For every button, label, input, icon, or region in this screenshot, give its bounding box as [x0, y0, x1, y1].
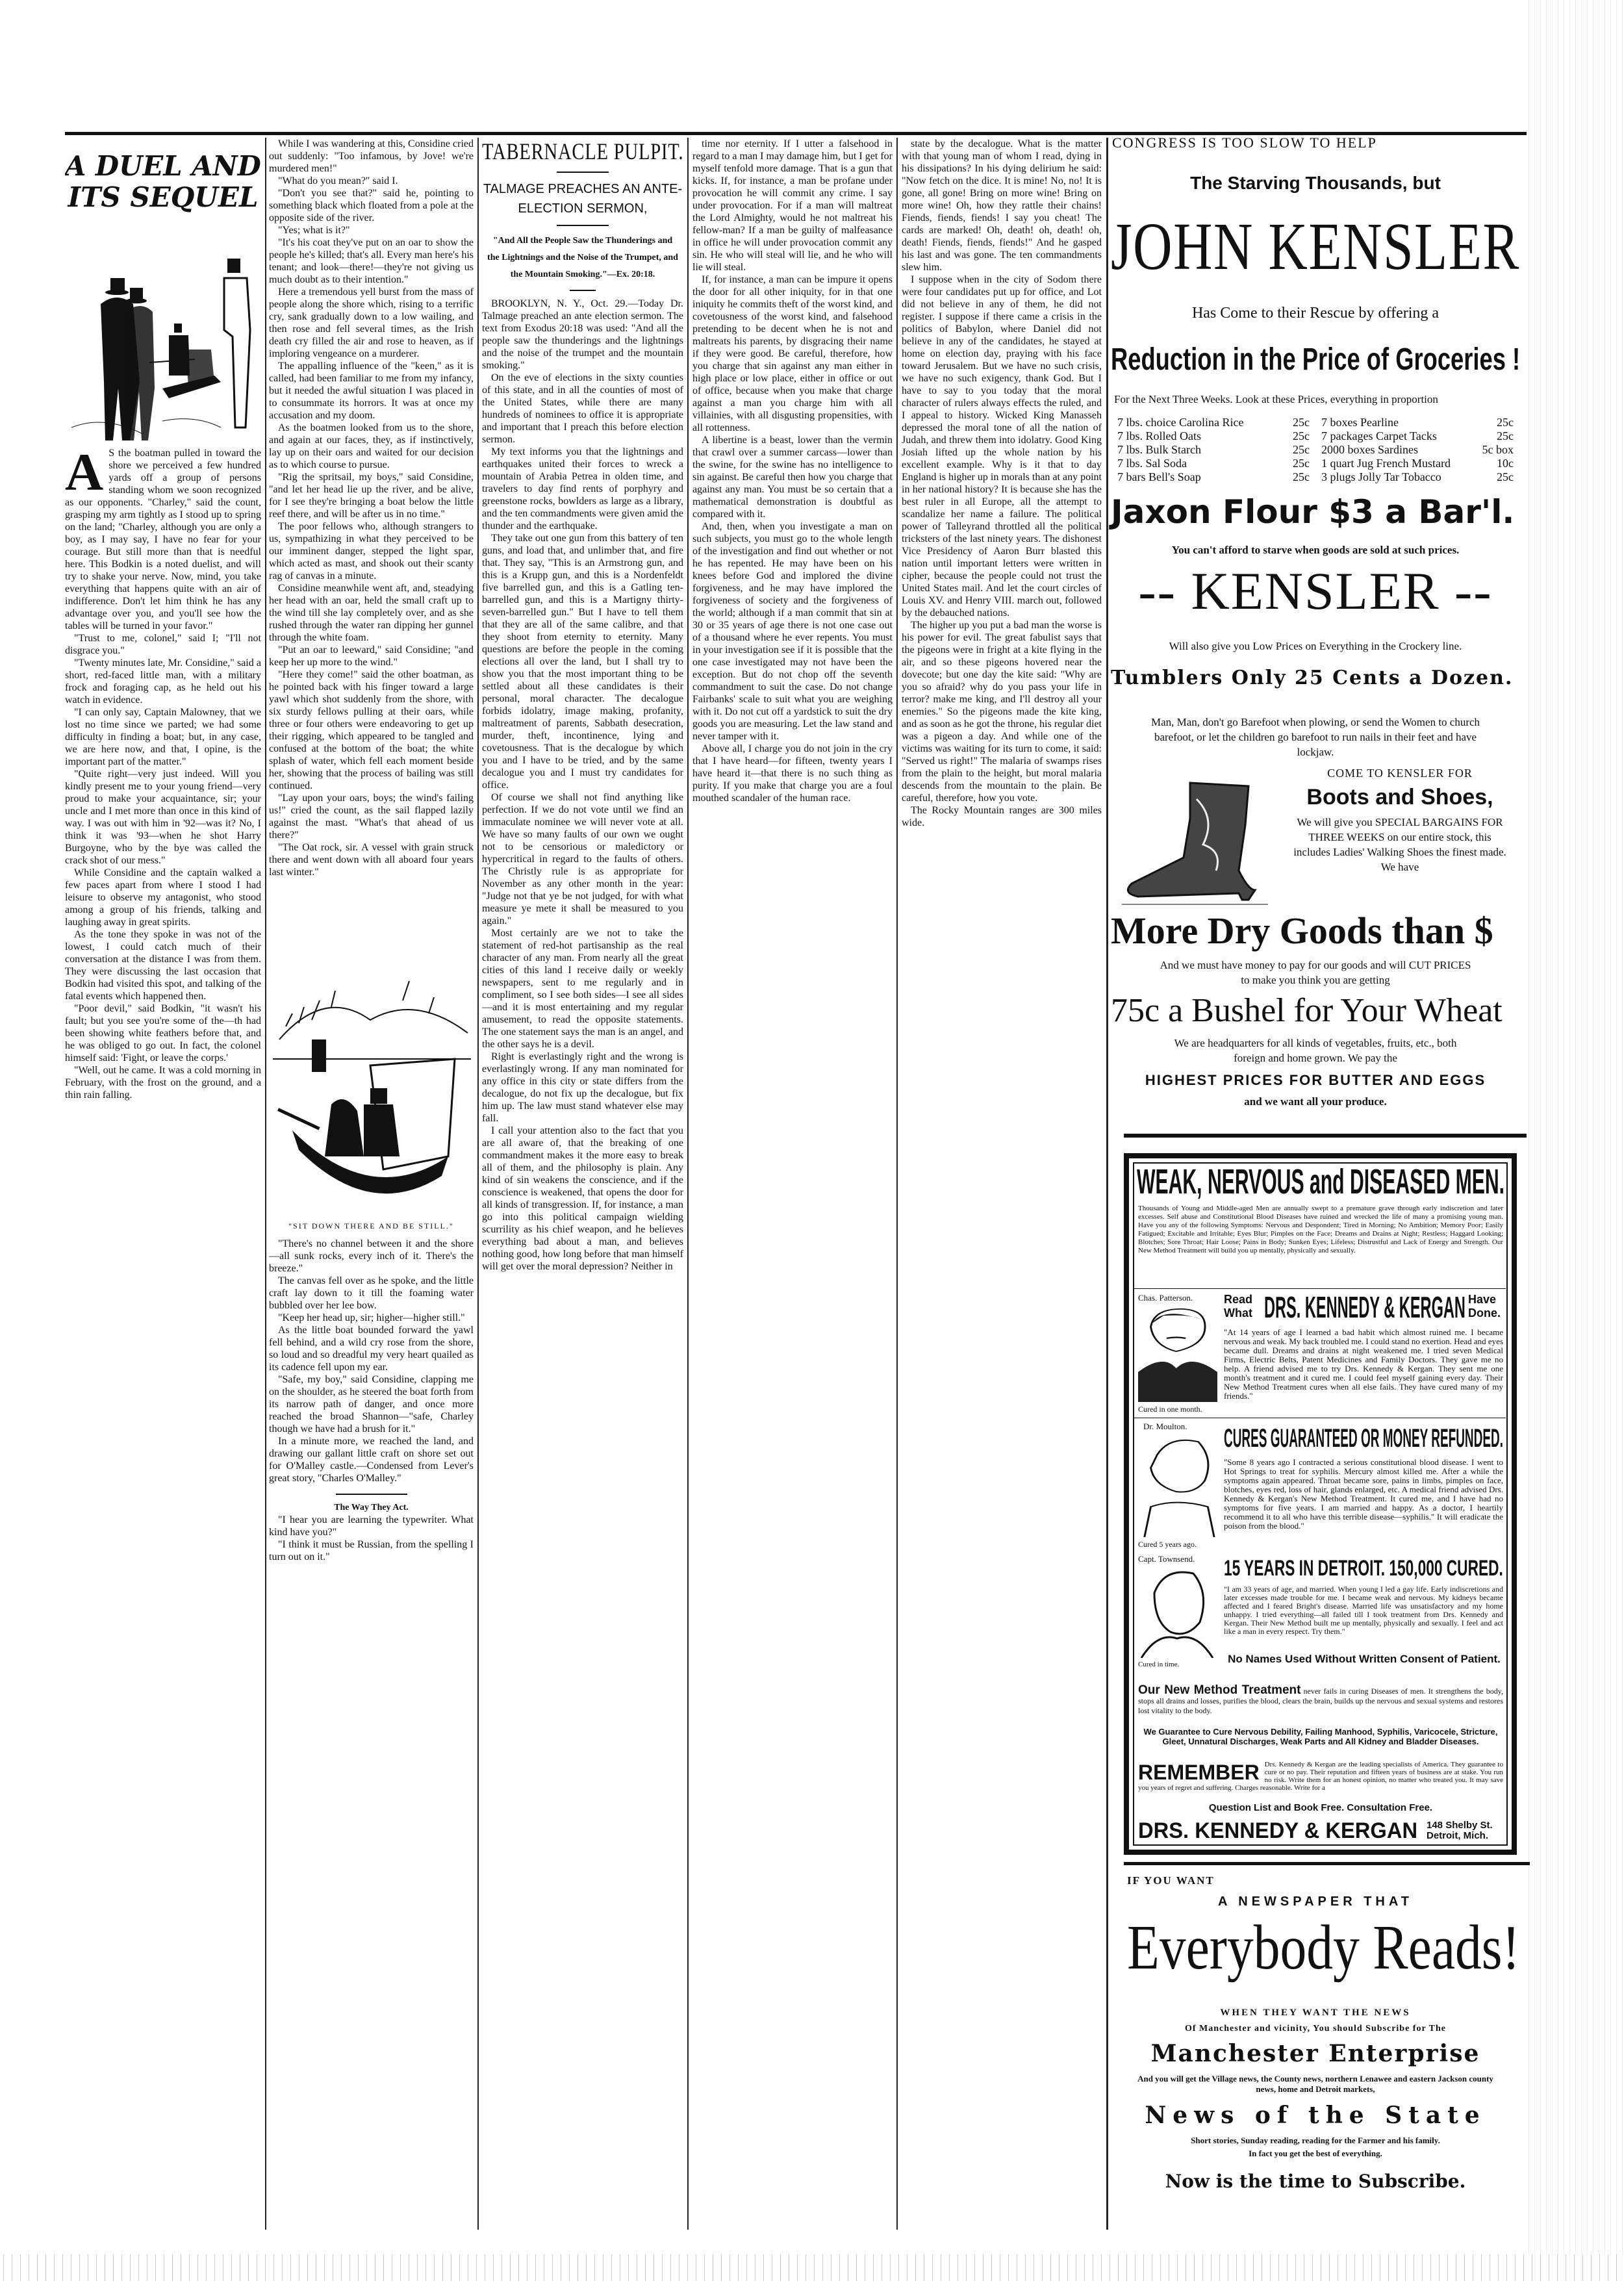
sermon-column-1	[482, 138, 683, 2230]
ad-line: And we must have money to pay for our goods and will CUT PRICES to make you think you are getting	[1160, 959, 1471, 986]
column-divider	[687, 138, 689, 2230]
boot-illustration	[1119, 780, 1275, 910]
ad-line: IF YOU WANT	[1127, 1874, 1215, 1887]
testimonial-name: Dr. Moulton.	[1143, 1421, 1187, 1431]
filler-title: The Way They Act.	[334, 1503, 409, 1512]
price-row	[1321, 457, 1514, 470]
price-value: 25c	[1293, 416, 1310, 429]
story-paragraph: As the little boat bounded forward the yawl fell behind, and a wild cry rose from the shore, so loud and so dreadful my very heart quailed as its cadence fell upon my ear.	[269, 1325, 474, 1373]
ad-divider	[1124, 1134, 1527, 1138]
illustration-caption: "SIT DOWN THERE AND BE STILL."	[288, 1221, 454, 1230]
dash-decoration: --	[1138, 561, 1191, 620]
story-paragraph: As the tone they spoke in was not of the lowest, I could catch much of their conversation at the distance I was from them. They were discussing the last occasion that Bodkin had visited this spot, and talking of the fatal events which happened then.	[65, 929, 261, 1002]
sermon-paragraph: The higher up you put a bad man the worse is his power for evil. The great fabulist says that the pigeons were in fright at a kite flying in the air, and so these pigeons hovered near the dovecote; but one day the kite said: "Why are you so afraid? why do you pass your life in terror? make me king, and I'll destroy all your enemies." So the pigeons made the kite king, and as soon as he got the throne, his regular diet was a pigeon a day. And while one of the victims was waiting for its turn to come, it said: "Served us right!" The malaria of swamps rises from the plain to the height, but moral malaria descends from the mountain to the plain. Be careful, therefore, how you vote.	[902, 620, 1102, 804]
ad-line: A NEWSPAPER THAT	[1217, 1894, 1414, 1909]
price-item: 7 lbs. Sal Soda	[1117, 457, 1187, 470]
guarantee-list: We Guarantee to Cure Nervous Debility, Failing Manhood, Syphilis, Varicocele, Stricture, Gleet, Unnatural Discharges, Weak Parts and All Kidney and Bladder Diseases.	[1143, 1727, 1498, 1746]
sermon-paragraph: Above all, I charge you do not join in the cry that I have heard—for fifteen, twenty years I have heard it—that there is no such thing as purity. If you make that charge you are a foul mouthed scandaler of the human race.	[692, 743, 893, 804]
story-paragraph: "I can only say, Captain Malowney, that we lost no time since we parted; we had some difficulty in finding a boat; but, in any case, we are here now, and that, I opine, is the important part of the matter."	[65, 707, 261, 767]
price-value: 25c	[1497, 429, 1514, 442]
drs-headline: DRS. KENNEDY & KERGAN	[1264, 1290, 1465, 1324]
price-item: 1 quart Jug French Mustard	[1321, 457, 1451, 470]
price-item: 7 bars Bell's Soap	[1117, 470, 1201, 483]
sermon-paragraph: I suppose when in the city of Sodom there were four candidates put up for office, and Lot did not believe in any of them, he did not register. I suppose if there came a crisis in the politics of Babylon, where Daniel did not believe in any of the candidates, he stayed at home on election day, praying with his face toward Jerusalem. But we have no such crisis, we have no such exigency, thank God. But I have to say to you today that the moral character of rulers always effects the ruled, and I appeal to history. Wicked King Manasseh depressed the moral tone of all the nation of Judah, and threw them into idolatry. Good King Josiah lifted up the whole nation by his excellent example. Why is it that to day England is higher up in morals than at any point in her national history? It is because she has the best ruler in all Europe, all the attempt to scandalize her name a failure. The political power of Talleyrand throttled all the political tricksters of the last ninety years. The dishonest Vice Presidency of Aaron Burr blasted this nation until important letters were written in cipher, because the people could not trust the United States mail. And let the court circles of Louis XV. and Henry VIII. march out, followed by the debauched nations.	[902, 274, 1102, 618]
subscribe-callout: Now is the time to Subscribe.	[1165, 2171, 1466, 2192]
kensler-wordmark	[1111, 563, 1520, 620]
everybody-reads-headline: Everybody Reads!	[1127, 1913, 1520, 1983]
price-row	[1117, 429, 1310, 443]
column-divider	[477, 138, 479, 2230]
sermon-paragraph: They take out one gun from this battery of ten guns, and load that, and unlimber that, and fire that. They say, "This is an Armstrong gun, and this is a Krupp gun, and this is a Nordenfeldt five barrelled gun, and this is a Gatling ten-barrelled gun, and this is a Martigny thirty-seven-barrelled gun." But I have to tell them that they are all of the same calibre, and that they shoot from eternity to eternity. Many questions are before the people in the coming elections all over the land, but I shall try to show you that the most important thing to be settled about all these candidates is their personal, moral character. The decalogue forbids idolatry, image making, profanity, maltreatment of parents, Sabbath desecration, murder, theft, incontinence, lying and covetousness. That is the decalogue by which you and I have to be tried, and by the same decalogue you and I must try candidates for office.	[482, 533, 683, 791]
testimonial-text: "Some 8 years ago I contracted a serious constitutional blood disease. I went to Hot Springs to treat for syphilis. Mercury almost killed me. After a while the symptoms again appeared. Throat became sore, pains in limbs, pimples on face, blotches, eyes red, loss of hair, glands enlarged, etc. A medical friend advised Drs. Kennedy & Kergan's New Method Treatment. It cured me, and I have had no symptoms for five years. I am married and happy. As a doctor, I heartily recommend it to all who have this terrible disease—syphilis." It will eradicate the poison from the blood."	[1224, 1457, 1503, 1531]
story-paragraph: "What do you mean?" said I.	[278, 175, 398, 186]
cured-note: Cured in time.	[1138, 1661, 1180, 1668]
ad-line: In fact you get the best of everything.	[1249, 2148, 1382, 2158]
story-paragraph: "Keep her head up, sir; higher—higher still."	[278, 1312, 465, 1323]
story-paragraph-list	[65, 442, 261, 1101]
sermon-paragraph: Right is everlastingly right and the wrong is everlastingly wrong. If any man nominated for any office in this city or state differs from the decalogue, do not fix up the decalogue, but fix him up. The law must stand whatever else may fall.	[482, 1051, 683, 1124]
method-headline: Our New Method Treatment	[1138, 1683, 1301, 1697]
column-divider	[896, 138, 898, 2230]
ad-headline: Reduction in the Price of Groceries !	[1111, 342, 1521, 377]
price-row	[1321, 429, 1514, 443]
price-value: 25c	[1293, 443, 1310, 456]
flour-headline: Jaxon Flour $3 a Bar'l.	[1111, 493, 1515, 531]
story-column-1	[65, 138, 261, 2230]
sermon-paragraph: My text informs you that the lightnings and earthquakes united their forces to wreck a mountain of Arabia Petrea in olden time, and travelers to day find rents of porphyry and greenstone rocks, bowlders as large as a library, and the ten commandments were given amid the thunder and the earthquake.	[482, 446, 683, 531]
headline-line: ITS SEQUEL	[68, 181, 259, 213]
method-block	[1138, 1685, 1503, 1716]
story-paragraph-list	[269, 1238, 474, 1485]
sermon-subtitle: TALMAGE PREACHES AN ANTE-ELECTION SERMON,	[483, 182, 683, 216]
story-column-2-bottom	[269, 1238, 474, 2082]
story-paragraph: S the boatman pulled in toward the shore we perceived a few hundred yards off a group of persons standing whom we soon recognized as our opponents. "Charley," said the count, grasping my arm tightly as I stood up to spring on the land; "Charley, although you are only a boy, as I may say, I have no fear for your courage. But still more than that is needful here. This Bodkin is a noted duelist, and will try to shake your nerve. Now, mind, you take everything that happens quite with an air of indifference. Don't let him think he has any advantage over you, and you'll see how the tables will be turned in your favor."	[65, 448, 261, 631]
section-divider	[336, 1494, 407, 1495]
sermon-paragraph-list	[482, 298, 683, 1273]
boat-illustration	[273, 962, 471, 1218]
column-divider	[265, 138, 266, 2230]
price-row	[1117, 457, 1310, 470]
portrait-townsend	[1138, 1567, 1216, 1658]
story-paragraph: "Twenty minutes late, Mr. Considine," said a short, red-faced little man, with a military frock and foraging cap, as he held out his watch in evidence.	[65, 657, 261, 706]
story-column-2-top	[269, 138, 474, 960]
question-list-line: Question List and Book Free. Consultation Free.	[1208, 1802, 1433, 1813]
ad-line: and we want all your produce.	[1244, 1095, 1387, 1108]
story-headline	[65, 151, 261, 213]
story-paragraph: "Put an oar to leeward," said Considine; "and keep her up more to the wind."	[269, 644, 474, 668]
story-paragraph: "Yes; what is it?"	[278, 225, 350, 236]
story-paragraph: "Lay upon your oars, boys; the wind's failing us!" cried the count, as the sail flapped lazily against the mast. "What's that ahead of us there?"	[269, 793, 474, 841]
divider	[1134, 1288, 1506, 1289]
ad-line: COME TO KENSLER FOR	[1327, 767, 1473, 780]
price-row	[1321, 470, 1514, 484]
story-paragraph: The poor fellows who, although strangers to us, sympathizing in what they perceived to be our imminent danger, stepped the light spar, which acted as mast, and shook out their scanty rag of canvas in a minute.	[269, 521, 474, 581]
sermon-paragraph-list	[692, 138, 893, 804]
guarantee-headline: CURES GUARANTEED OR MONEY REFUNDED.	[1224, 1424, 1503, 1453]
price-row	[1117, 470, 1310, 484]
method-text: never fails in curing Diseases of men. It strengthens the body, stops all drains and losses, purifies the blood, clears the brain, builds up the nervous and sexual systems and restores lost vitality to the body.	[1138, 1687, 1504, 1715]
ad-line: Short stories, Sunday reading, reading for the Farmer and his family.	[1191, 2135, 1440, 2145]
sermon-paragraph: BROOKLYN, N. Y., Oct. 29.—Today Dr. Talmage preached an ante election sermon. The text from Exodus 20:18 was used: "And all the people saw the thunderings and the lightnings and the noise of the trumpet and the mountain smoking."	[482, 298, 683, 371]
kensler-name: KENSLER	[1191, 561, 1440, 620]
ad-line: The Starving Thousands, but	[1190, 173, 1441, 193]
wheat-headline: 75c a Bushel for Your Wheat	[1111, 992, 1503, 1029]
story-paragraph: "Poor devil," said Bodkin, "it wasn't his fault; but you see you're some of the—th had been showing white feathers before that, and he was obliged to go out. In fact, the colonel himself said: 'Fight, or leave the corps.'	[65, 1003, 261, 1064]
story-paragraph: "There's no channel between it and the shore—all sunk rocks, every inch of it. There's the breeze."	[269, 1238, 474, 1274]
price-item: 7 boxes Pearline	[1321, 416, 1399, 429]
address-city: Detroit, Mich.	[1427, 1830, 1489, 1841]
cured-note: Cured 5 years ago.	[1138, 1540, 1197, 1549]
ad-line: Of Manchester and vicinity, You should Subscribe for The	[1184, 2024, 1447, 2033]
ad-divider	[1124, 1862, 1530, 1865]
ad-intro: For the Next Three Weeks. Look at these Prices, everything in proportion	[1114, 393, 1438, 405]
news-of-state-headline: News of the State	[1145, 2102, 1486, 2129]
remember-label: REMEMBER	[1138, 1761, 1260, 1784]
divider	[557, 225, 609, 226]
dry-goods-headline: More Dry Goods than $	[1111, 910, 1493, 952]
ad-line: Has Come to their Rescue by offering a	[1191, 305, 1440, 322]
column-divider	[1106, 138, 1108, 2230]
story-paragraph: While I was wandering at this, Considine cried out suddenly: "Too infamous, by Jove! we're murdered men!"	[269, 138, 474, 174]
price-list	[1117, 416, 1514, 484]
story-paragraph: "It's his coat they've put on an oar to show the people he's killed; that's all. Every man here's his tenant; and look—there!—they're not giving us much doubt as to their intention."	[269, 237, 474, 285]
price-item: 7 packages Carpet Tacks	[1321, 429, 1437, 442]
drop-cap: A	[65, 442, 104, 502]
no-names-notice: No Names Used Without Written Consent of Patient.	[1228, 1653, 1501, 1665]
sermon-paragraph: The Rocky Mountain ranges are 300 miles wide.	[902, 805, 1102, 828]
portrait-moulton	[1138, 1433, 1217, 1537]
price-row	[1117, 443, 1310, 457]
price-item: 3 plugs Jolly Tar Tobacco	[1321, 470, 1441, 483]
story-paragraph: "Rig the spritsail, my boys," said Considine, "and let her head lie up the river, and be alive, for I see they're bringing a boat below the little reef there, and will be after us in no time."	[269, 472, 474, 520]
story-paragraph: "Well, out he came. It was a cold morning in February, with the frost on the ground, and a thin rain falling.	[65, 1065, 261, 1101]
firm-address	[1427, 1820, 1504, 1841]
bargains-text: We will give you SPECIAL BARGAINS FOR THREE WEEKS on our entire stock, this includes Ladies' Walking Shoes the finest made. We have	[1293, 816, 1506, 873]
dash-decoration: --	[1440, 561, 1493, 620]
testimonial-name: Chas. Patterson.	[1138, 1293, 1193, 1303]
boots-headline: Boots and Shoes,	[1306, 785, 1493, 809]
scan-bottom-noise	[0, 2254, 1624, 2281]
story-paragraph: While Considine and the captain walked a few paces apart from where I stood I had leisure to observe my antagonist, who stood among a group of his friends, talking and laughing away in great spirits.	[65, 867, 261, 928]
divider	[570, 290, 596, 291]
sermon-paragraph: If, for instance, a man can be impure it opens the door for all other iniquity, for in that one iniquity he commits theft of the worst kind, and covetousness of the worst kind, and falsehood pretending to be decent when he is not and maltreats his parents, by disgracing their name if they were good. Be careful, therefore, how you charge that sin against any man either in high place or low place, either in office or out of office, because when you make that charge against a man you charge him with all villainies, with all disgusting propensities, with all rottenness.	[692, 274, 893, 433]
testimonial-name: Capt. Townsend.	[1138, 1554, 1195, 1564]
price-value: 10c	[1497, 457, 1514, 470]
story-paragraph: As the boatmen looked from us to the shore, and again at our faces, they, as if instinctively, lay up on their oars and waited for our decision as to which course to pursue.	[269, 422, 474, 470]
detroit-headline: 15 YEARS IN DETROIT. 150,000 CURED.	[1224, 1556, 1503, 1581]
sermon-paragraph: And, then, when you investigate a man on such subjects, you must go to the whole length of the investigation and find out whether or not he has repented. He may have been on his knees before God and implored the divine forgiveness, and he may have implored the forgiveness of society and the forgiveness of the world; although if a man commit that sin at 30 or 35 years of age there is not one case out of a thousand where he ever repents. You must in your investigation see if it is possible that the one case investigated may not have been the exception. But do not chop off the seventh commandment to suit the case. Do not change Fairbanks' scale to suit what you are weighing with it. Do not cut off a yardstick to suit the dry goods you are measuring. Let the law stand and never tamper with it.	[692, 521, 893, 742]
price-value: 5c box	[1482, 443, 1514, 456]
ad-line: Will also give you Low Prices on Everything in the Crockery line.	[1169, 640, 1462, 652]
sermon-paragraph: state by the decalogue. What is the matter with that young man of whom I read, dying in his dissipations? In his dying delirium he said: "Now fetch on the dice. It is mine! No, no! It is gone, all gone! Bring on more wine! Bring on more wine! Oh, how they rattle their chains! Fiends, fiends, fiends! I say you cheat! The cards are marked! Oh, death! oh, death! oh, death! Fiends, fiends, fiends!" And he gasped his last and was gone. The ten commandments slew him.	[902, 138, 1102, 273]
butter-eggs-headline: HIGHEST PRICES FOR BUTTER AND EGGS	[1145, 1072, 1486, 1088]
story-paragraph: In a minute more, we reached the land, and drawing our gallant little craft on shore set out for O'Malley castle.—Condensed from Lever's great story, "Charles O'Malley."	[269, 1436, 474, 1484]
filler-line-list	[269, 1514, 474, 1563]
ad-line: WHEN THEY WANT THE NEWS	[1220, 2007, 1411, 2018]
tumblers-headline: Tumblers Only 25 Cents a Dozen.	[1111, 667, 1514, 689]
have-done-label: Have Done.	[1468, 1293, 1501, 1319]
story-paragraph: "The Oat rock, sir. A vessel with grain struck there and went down with all aboard four years last winter."	[269, 842, 474, 878]
story-paragraph-list	[269, 138, 474, 878]
remember-text: Drs. Kennedy & Kergan are the leading specialists of America. They guarantee to cure or no pay. Their reputation and fifteen years of business are at stake. You run no risk. Write them for an honest opinion, no matter who treated you. It may save you years of regret and suffering. Charges reasonable. Write for a	[1138, 1761, 1503, 1792]
read-what-label: Read What	[1224, 1293, 1253, 1319]
ad-line: You can't afford to starve when goods are sold at such prices.	[1171, 544, 1460, 556]
firm-name: DRS. KENNEDY & KERGAN	[1138, 1818, 1418, 1843]
sermon-text-quote: "And All the People Saw the Thunderings and the Lightnings and the Noise of the Trumpet, and the Mountain Smoking."—Ex. 20:18.	[487, 236, 678, 279]
testimonial-text: "I am 33 years of age, and married. When young I led a gay life. Early indiscretions and later excesses made trouble for me. I became weak and nervous. My kidneys became affected and I feared Bright's disease. Married life was unsatisfactory and my home unhappy. I tried everything—all failed till I took treatment from Drs. Kennedy and Kergan. Their New Method built me up mentally, physically and sexually. I feel and act like a man in every respect. Try them."	[1224, 1585, 1503, 1636]
sermon-column-3	[902, 138, 1102, 2230]
price-value: 25c	[1497, 416, 1514, 429]
price-value: 25c	[1497, 470, 1514, 483]
sermon-paragraph: Of course we shall not find anything like perfection. If we do not vote until we find an immaculate nominee we will never vote at all. We have so many faults of our own we ought not to be censorious or maledictory or hypercritical in regard to the faults of others. The Christly rule is as appropriate for November as any other month in the year: "Judge not that ye be not judged, for with what measure ye mete it shall be measured to you again."	[482, 792, 683, 926]
enterprise-name: Manchester Enterprise	[1150, 2040, 1480, 2067]
story-paragraph: "Don't you see that?" said he, pointing to something black which floated from a pole at the opposite side of the river.	[269, 188, 474, 223]
medical-headline: WEAK, NERVOUS and DISEASED MEN.	[1137, 1162, 1505, 1201]
price-item: 7 lbs. choice Carolina Rice	[1117, 416, 1244, 429]
sermon-paragraph: On the eve of elections in the sixty counties of this state, and in all the counties of most of the United States, while there are many hundreds of nominees to office it is appropriate and important that I preach this before election sermon.	[482, 372, 683, 445]
medical-intro: Thousands of Young and Middle-aged Men are annually swept to a premature grave through early indiscretion and later excesses. Self abuse and Constitutional Blood Diseases have ruined and wrecked the life of many a promising young man. Have you any of the following Symptoms: Nervous and Despondent; Tired in Morning; No Ambition; Memory Poor; Easily Fatigued; Excitable and Irritable; Eyes Blur; Pimples on the Face; Dreams and Drains at Night; Restless; Haggard Looking; Blotches; Sore Throat; Hair Loose; Pains in Body; Sunken Eyes; Lifeless; Distrustful and Lack of Energy and Strength. Our New Method Treatment will build you up mentally, physically and sexually.	[1138, 1204, 1503, 1255]
duel-illustration	[65, 252, 261, 447]
sermon-paragraph: A libertine is a beast, lower than the vermin that crawl over a summer carcass—lower than the swine, for the swine has no intelligence to sin against. Be careful then how you charge that against any man. You must be so certain that a mathematical demonstration is doubtful as compared with it.	[692, 435, 893, 520]
headline-line: A DUEL AND	[65, 150, 261, 182]
price-value: 25c	[1293, 457, 1310, 470]
cured-note: Cured in one month.	[1138, 1405, 1202, 1414]
ad-line: And you will get the Village news, the County news, northern Lenawee and eastern Jackson county news, home and Detroit markets,	[1137, 2074, 1493, 2094]
story-paragraph: "Trust to me, colonel," said I; "I'll not disgrace you."	[65, 633, 261, 656]
scan-edge-noise	[1527, 0, 1624, 2281]
remember-block	[1138, 1761, 1503, 1792]
sermon-paragraph: Most certainly are we not to take the statement of red-hot partisanship as the real character of any man. From nearly all the great cities of this land I receive daily or weekly newspapers, sent to me regularly and in compliment, so I see both sides—I see all sides—and it is most entertaining and my regular amusement, to read the opposite statements. The one statement says the man is an angel, and the other says he is a devil.	[482, 928, 683, 1050]
story-paragraph: The canvas fell over as he spoke, and the little craft lay down to it till the foaming water bubbled over her lee bow.	[269, 1275, 474, 1311]
story-paragraph: Here a tremendous yell burst from the mass of people along the shore which, rising to a terrific cry, sank gradually down to a low wailing, and then rose and fell several times, as the Irish death cry filled the air and rose to heaven, as if imploring vengeance on a murderer.	[269, 287, 474, 359]
price-row-list	[1117, 416, 1310, 484]
price-row-list	[1321, 416, 1514, 484]
barefoot-text: Man, Man, don't go Barefoot when plowing, or send the Women to church barefoot, or let the children go barefoot to run nails in their feet and have lockjaw.	[1150, 716, 1480, 758]
portrait-patterson	[1138, 1305, 1217, 1402]
sermon-paragraph-list	[902, 138, 1102, 829]
sermon-title: TABERNACLE PULPIT.	[482, 138, 683, 164]
ad-store-name: JOHN KENSLER	[1111, 209, 1520, 284]
sermon-paragraph: time nor eternity. If I utter a falsehood in regard to a man I may damage him, but I get for myself tenfold more damage. That is a gun that kicks. If, for instance, a man be profane under provocation he will commit any crime. I say under provocation. For if a man will maltreat the Lord Almighty, would he not maltreat his fellow-man? If a man be guilty of malfeasance in office he will under provocation commit any sin. He who will steal will lie, and he who will lie will steal.	[692, 138, 893, 273]
price-value: 25c	[1293, 429, 1310, 442]
ad-line: We are headquarters for all kinds of vegetables, fruits, etc., both foreign and home grown. We pay the	[1174, 1037, 1457, 1064]
price-row	[1321, 443, 1514, 457]
price-item: 7 lbs. Rolled Oats	[1117, 429, 1201, 442]
price-item: 2000 boxes Sardines	[1321, 443, 1418, 456]
story-paragraph: "Here they come!" said the other boatman, as he pointed back with his finger toward a large yawl which shot suddenly from the shore, with six sturdy fellows pulling at their oars, while three or four others were endeavoring to get up their rigging, which appeared to be tangled and confused at the bottom of the boat; the white splash of water, which fell each moment beside her, showing that the process of bailing was still continued.	[269, 669, 474, 791]
sermon-column-2	[692, 138, 893, 2230]
price-value: 25c	[1293, 470, 1310, 483]
story-paragraph: The appalling influence of the "keen," as it is called, had been familiar to me from my infancy, but it needed the awful situation I was placed in to consummate its horrors. It was at once my accusation and my doom.	[269, 361, 474, 421]
price-row	[1321, 416, 1514, 429]
filler-line: "I think it must be Russian, from the spelling I turn out on it."	[269, 1539, 474, 1562]
story-paragraph: "Safe, my boy," said Considine, clapping me on the shoulder, as he steered the boat forth from its narrow path of danger, and once more reached the broad Shannon—"safe, Charley though we have had a brush for it."	[269, 1374, 474, 1434]
address-street: 148 Shelby St.	[1427, 1820, 1493, 1831]
testimonial-text: "At 14 years of age I learned a bad habit which almost ruined me. I became nervous and weak. My back troubled me. I could stand no exertion. Head and eyes became dull. Dreams and drains at night weakened me. I tried seven Medical Firms, Electric Belts, Patent Medicines and Family Doctors. They gave me no help. A friend advised me to try Drs. Kennedy & Kergan. They sent me one month's treatment and it cured me. I could feel myself gaining every day. Their New Method Treatment cures when all else fails. They have cured many of my friends."	[1224, 1327, 1503, 1401]
price-row	[1117, 416, 1310, 429]
story-paragraph: Considine meanwhile went aft, and, steadying her head with an oar, held the small craft up to the wind till she lay completely over, and as she rushed through the water ran dipping her gunnel through the white foam.	[269, 583, 474, 643]
price-item: 7 lbs. Bulk Starch	[1117, 443, 1201, 456]
divider	[557, 172, 609, 173]
filler-line: "I hear you are learning the typewriter. What kind have you?"	[269, 1514, 474, 1538]
ad-kicker: CONGRESS IS TOO SLOW TO HELP	[1112, 134, 1377, 151]
sermon-paragraph: I call your attention also to the fact that you are all aware of, that the breaking of one commandment makes it the more easy to break all of them, and the philosophy is plain. Any kind of sin weakens the conscience, and if the conscience is weakened, that opens the door for all kinds of transgression. If, for instance, a man go into this political campaign wielding scurrility as his chief weapon, and he believes everything bad about a man, and believes nothing good, how long before that man himself will get over the moral depression? Neither in	[482, 1125, 683, 1272]
story-paragraph: "Quite right—very just indeed. Will you kindly present me to your young friend—very proud to make your acquaintance, sir; your uncle and I met more than once in this kind of way. I was out with him in '92—was it? No, I think it was '93—when he shot Harry Burgoyne, who by the bye was called the crack shot of our mess."	[65, 769, 261, 866]
